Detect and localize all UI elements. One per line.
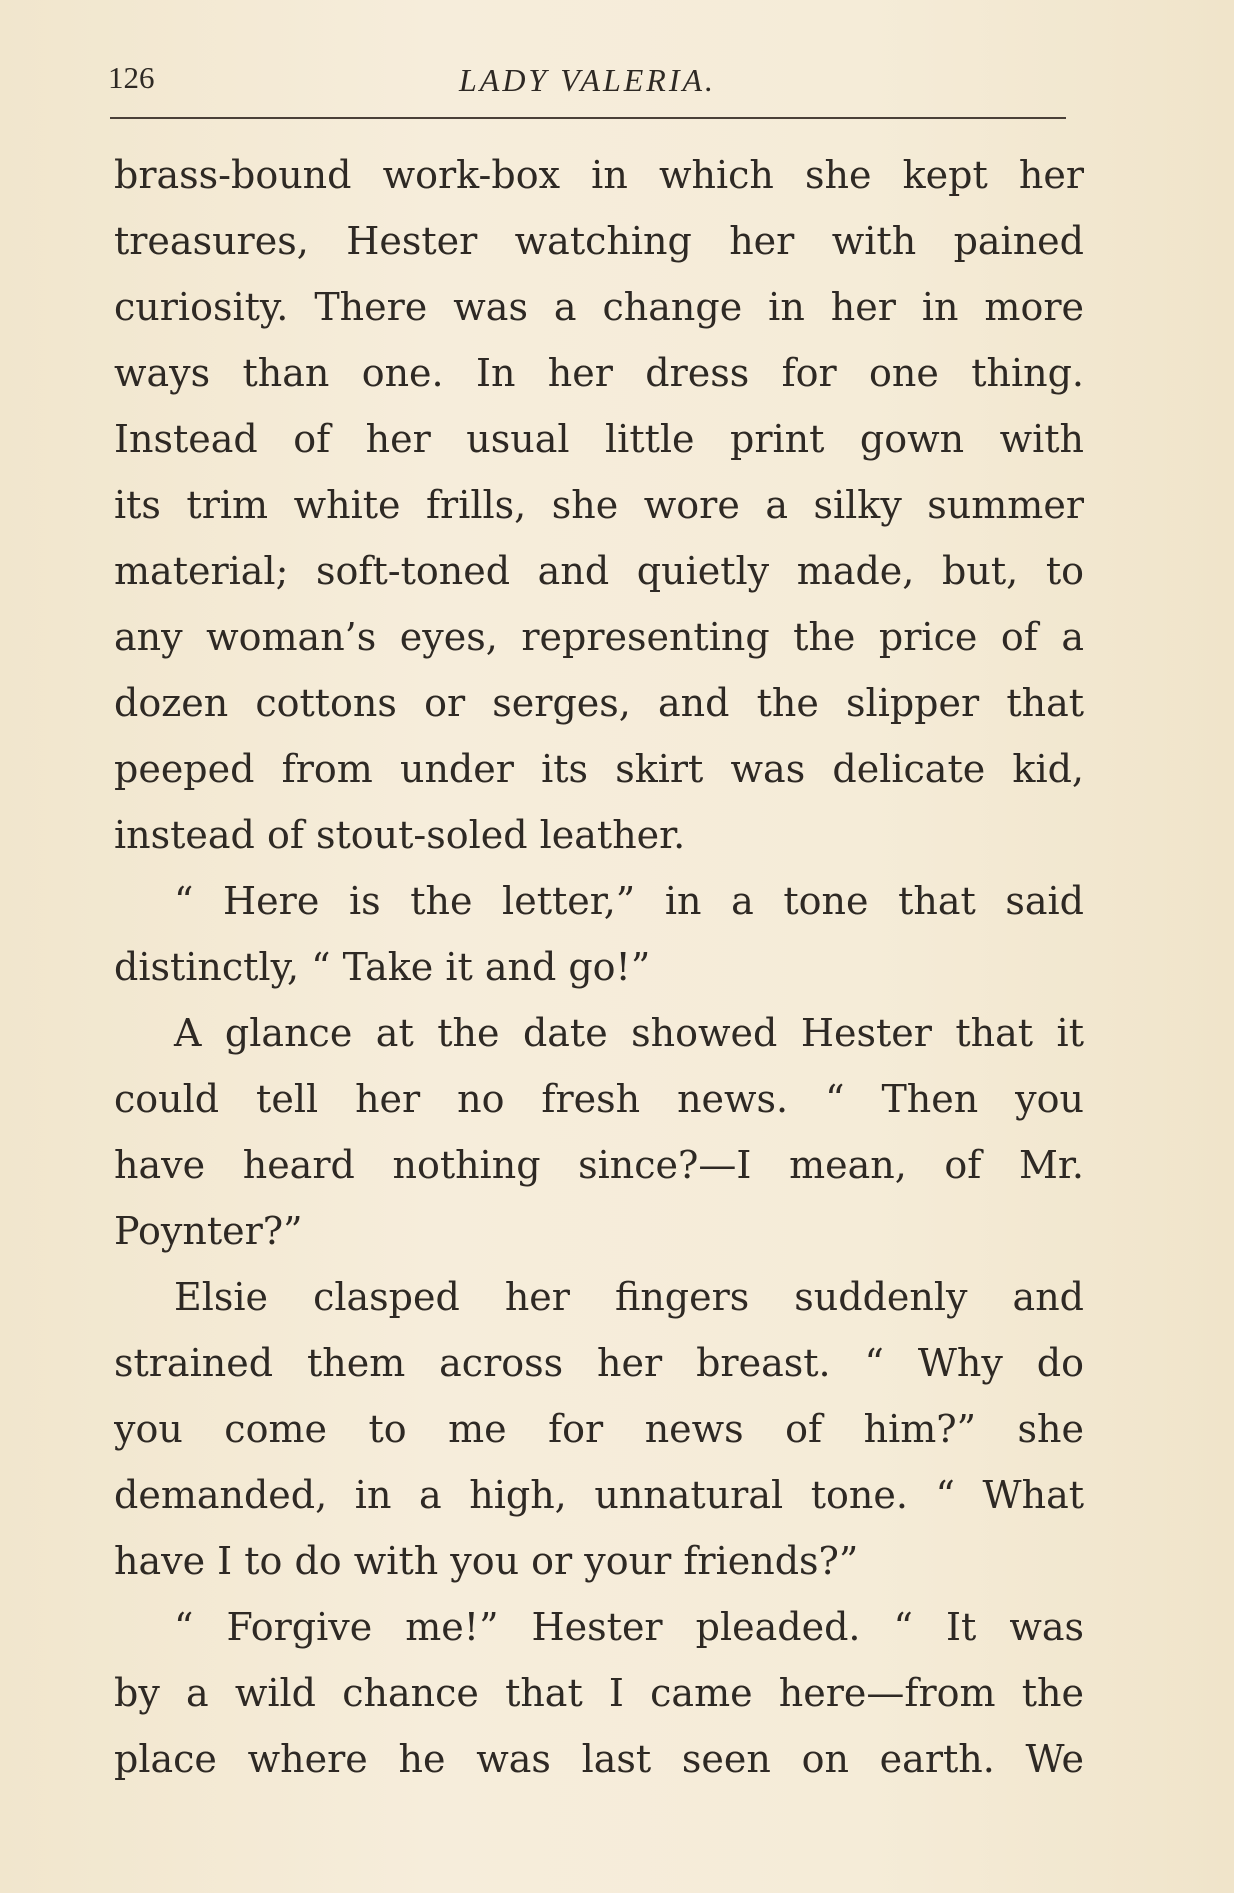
text-line: have heard nothing since?—I mean, of Mr. bbox=[114, 1143, 1084, 1187]
text-line: Poynter?” bbox=[114, 1209, 303, 1253]
text-line: “ Forgive me!” Hester pleaded. “ It was bbox=[174, 1605, 1084, 1649]
text-line: instead of stout-soled leather. bbox=[114, 813, 686, 857]
text-line: brass-bound work-box in which she kept her bbox=[114, 153, 1084, 197]
text-line: demanded, in a high, unnatural tone. “ What bbox=[114, 1473, 1084, 1517]
text-line: its trim white frills, she wore a silky summer bbox=[114, 483, 1084, 527]
page-header bbox=[100, 60, 1075, 105]
text-line: ways than one. In her dress for one thing. bbox=[114, 351, 1084, 395]
body-text bbox=[114, 142, 1084, 1792]
text-line: you come to me for news of him?” she bbox=[114, 1407, 1084, 1451]
text-line: curiosity. There was a change in her in more bbox=[114, 285, 1084, 329]
text-line: have I to do with you or your friends?” bbox=[114, 1539, 859, 1583]
text-line: could tell her no fresh news. “ Then you bbox=[114, 1077, 1084, 1121]
text-line: Elsie clasped her fingers suddenly and bbox=[174, 1275, 1084, 1319]
text-line: place where he was last seen on earth. We bbox=[114, 1737, 1084, 1781]
text-line: distinctly, “ Take it and go!” bbox=[114, 945, 651, 989]
header-rule bbox=[110, 117, 1066, 119]
text-line: Instead of her usual little print gown with bbox=[114, 417, 1084, 461]
page-number: 126 bbox=[108, 60, 155, 95]
text-line: any woman’s eyes, representing the price of a bbox=[114, 615, 1084, 659]
text-line: dozen cottons or serges, and the slipper that bbox=[114, 681, 1084, 725]
text-line: A glance at the date showed Hester that it bbox=[174, 1011, 1084, 1055]
text-line: material; soft-toned and quietly made, but, to bbox=[114, 549, 1084, 593]
text-line: peeped from under its skirt was delicate kid, bbox=[114, 747, 1084, 791]
text-line: strained them across her breast. “ Why do bbox=[114, 1341, 1084, 1385]
text-line: “ Here is the letter,” in a tone that said bbox=[174, 879, 1084, 923]
text-line: by a wild chance that I came here—from the bbox=[114, 1671, 1084, 1715]
text-line: treasures, Hester watching her with pained bbox=[114, 219, 1084, 263]
running-title: LADY VALERIA. bbox=[458, 62, 717, 98]
